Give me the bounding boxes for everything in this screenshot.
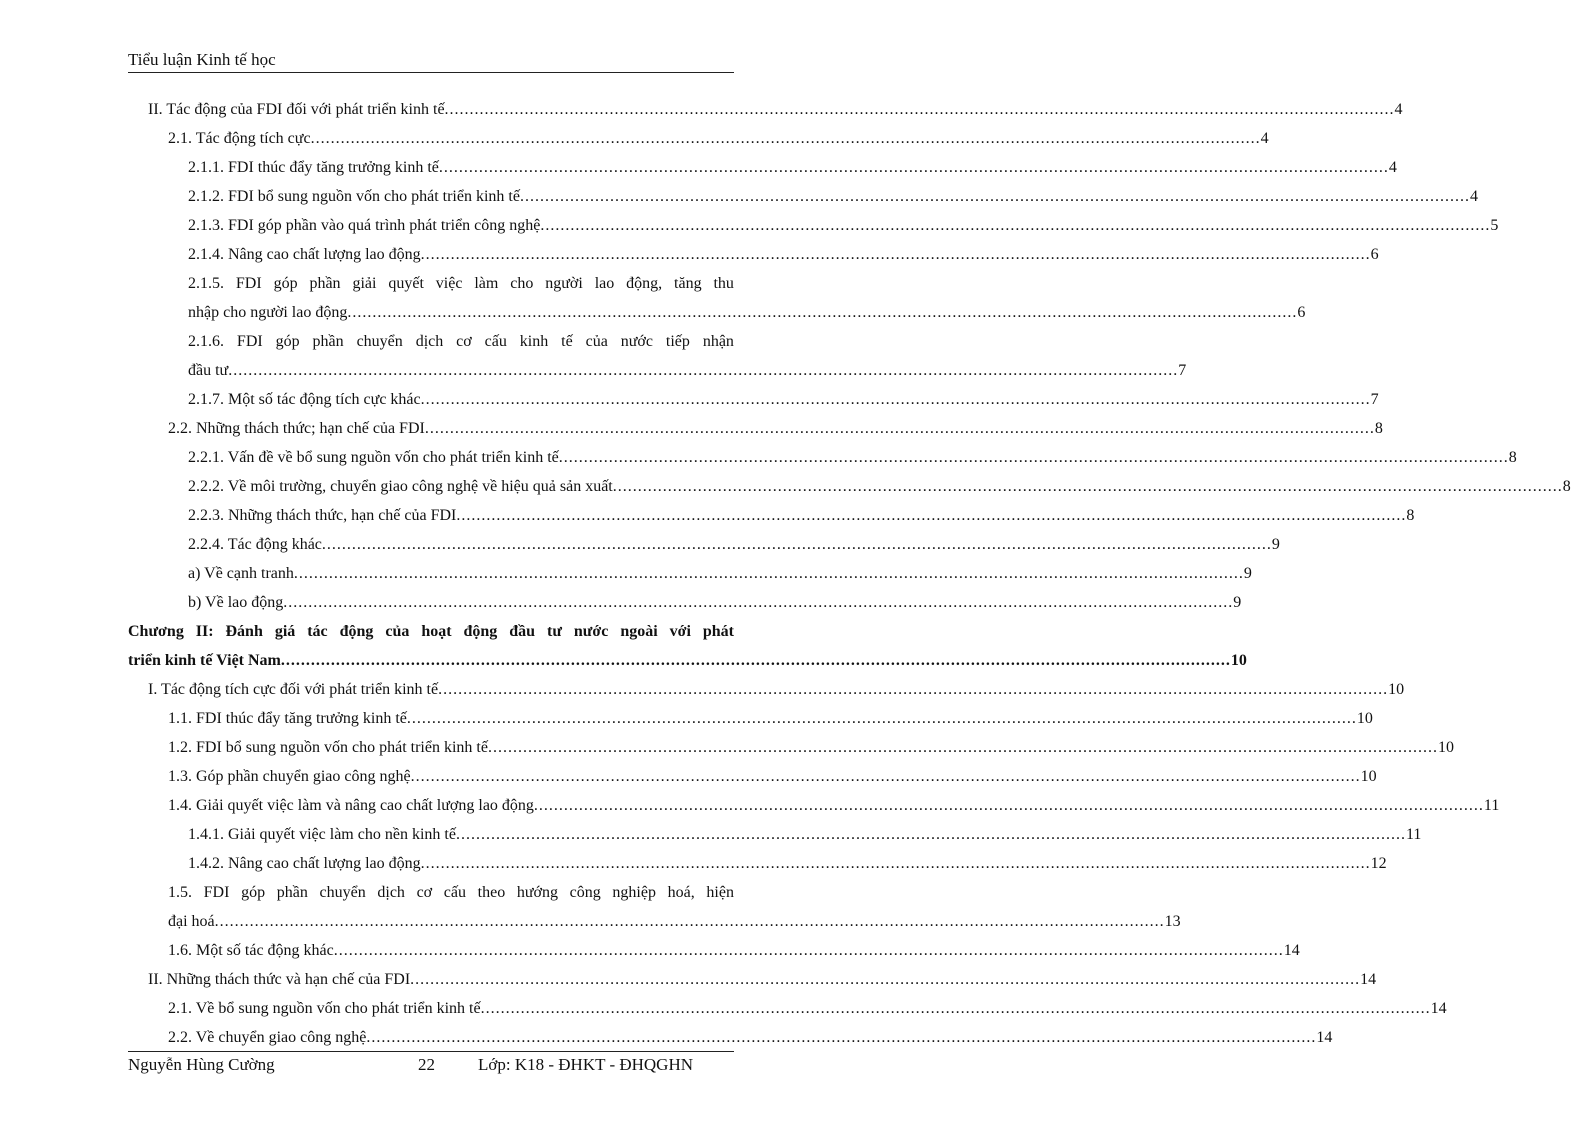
dot-leader — [334, 936, 1284, 965]
toc-entry[interactable] — [128, 182, 1478, 211]
toc-entry[interactable] — [128, 124, 1269, 153]
dot-leader — [421, 385, 1371, 414]
toc-entry-title: 2.2.1. Vấn đề về bổ sung nguồn vốn cho phát triển kinh tế — [188, 449, 559, 466]
toc-entry-title: a) Về cạnh tranh — [188, 565, 294, 582]
toc-page-number: 13 — [1164, 913, 1181, 930]
toc-entry[interactable] — [128, 356, 1187, 385]
toc-page-number: 14 — [1430, 1000, 1447, 1017]
toc-page-number: 14 — [1283, 942, 1300, 959]
toc-entry[interactable] — [128, 994, 1447, 1023]
dot-leader — [456, 820, 1406, 849]
toc-entry-title: 1.4. Giải quyết việc làm và nâng cao chất lượng lao động — [168, 797, 534, 814]
toc-entry-title: II. Những thách thức và hạn chế của FDI — [148, 971, 411, 988]
toc-entry-line: 1.5. FDI góp phần chuyển dịch cơ cấu theo hướng công nghiệp hoá, hiện — [168, 884, 734, 901]
toc-entry[interactable] — [128, 559, 1252, 588]
toc-page-number: 7 — [1178, 362, 1187, 379]
dot-leader — [520, 182, 1470, 211]
toc-page-number: 10 — [1437, 739, 1454, 756]
dot-leader — [311, 124, 1261, 153]
toc-entry[interactable] — [128, 501, 1415, 530]
dot-leader — [421, 240, 1371, 269]
toc-page-number: 10 — [1388, 681, 1405, 698]
toc-page-number: 9 — [1243, 565, 1252, 582]
toc-entry[interactable] — [128, 762, 1377, 791]
toc-entry-title: triển kinh tế Việt Nam — [128, 652, 281, 669]
toc-entry[interactable] — [128, 704, 1373, 733]
table-of-contents — [128, 95, 1571, 1052]
toc-page-number: 8 — [1374, 420, 1383, 437]
toc-entry-title: 2.2. Về chuyển giao công nghệ — [168, 1029, 367, 1046]
toc-entry-title: 1.6. Một số tác động khác — [168, 942, 334, 959]
toc-entry[interactable] — [128, 965, 1377, 994]
toc-page-number: 14 — [1360, 971, 1377, 988]
toc-entry-title: đại hoá — [168, 913, 215, 930]
toc-entry[interactable] — [128, 791, 1500, 820]
toc-page-number: 11 — [1483, 797, 1500, 814]
toc-entry-line: 2.1.6. FDI góp phần chuyển dịch cơ cấu kinh tế của nước tiếp nhận — [188, 333, 734, 350]
dot-leader — [281, 646, 1231, 675]
dot-leader — [456, 501, 1406, 530]
toc-page-number: 9 — [1271, 536, 1280, 553]
dot-leader — [283, 588, 1233, 617]
toc-entry-title: 1.3. Góp phần chuyển giao công nghệ — [168, 768, 411, 785]
toc-page-number: 12 — [1370, 855, 1387, 872]
dot-leader — [407, 704, 1357, 733]
dot-leader — [481, 994, 1431, 1023]
dot-leader — [421, 849, 1371, 878]
toc-entry[interactable] — [128, 472, 1571, 501]
toc-entry[interactable] — [128, 211, 1499, 240]
toc-entry[interactable] — [128, 153, 1397, 182]
footer-class-info: Lớp: K18 - ĐHKT - ĐHQGHN — [478, 1055, 694, 1074]
dot-leader — [347, 298, 1297, 327]
toc-entry-title: đầu tư — [188, 362, 229, 379]
toc-entry-title: 2.2.2. Về môi trường, chuyển giao công nghệ về hiệu quả sản xuất — [188, 478, 613, 495]
toc-entry[interactable] — [128, 240, 1379, 269]
toc-entry[interactable] — [128, 820, 1422, 849]
toc-entry[interactable] — [128, 907, 1181, 936]
toc-page-number: 6 — [1370, 246, 1379, 263]
toc-entry-title: I. Tác động tích cực đối với phát triển kinh tế — [148, 681, 439, 698]
dot-leader — [438, 675, 1388, 704]
toc-page-number: 7 — [1370, 391, 1379, 408]
toc-entry[interactable] — [128, 733, 1454, 762]
toc-entry-title: 2.1.7. Một số tác động tích cực khác — [188, 391, 421, 408]
dot-leader — [410, 965, 1360, 994]
header-divider — [128, 72, 734, 73]
dot-leader — [439, 153, 1389, 182]
toc-entry-line: Chương II: Đánh giá tác động của hoạt động đầu tư nước ngoài với phát — [128, 623, 734, 640]
toc-entry[interactable] — [128, 646, 1247, 675]
toc-entry-title: 1.1. FDI thúc đẩy tăng trưởng kinh tế — [168, 710, 407, 727]
toc-entry[interactable] — [128, 385, 1379, 414]
toc-entry-title: 2.1.3. FDI góp phần vào quá trình phát triển công nghệ — [188, 217, 541, 234]
toc-entry-title: 2.1.2. FDI bổ sung nguồn vốn cho phát triển kinh tế — [188, 188, 520, 205]
toc-entry-title: 2.1.1. FDI thúc đẩy tăng trưởng kinh tế — [188, 159, 439, 176]
toc-entry[interactable] — [128, 849, 1387, 878]
dot-leader — [322, 530, 1272, 559]
toc-entry-title: 1.4.2. Nâng cao chất lượng lao động — [188, 855, 421, 872]
dot-leader — [540, 211, 1490, 240]
toc-page-number: 10 — [1356, 710, 1373, 727]
toc-page-number: 4 — [1394, 101, 1403, 118]
dot-leader — [366, 1023, 1316, 1052]
dot-leader — [215, 907, 1165, 936]
dot-leader — [294, 559, 1244, 588]
toc-page-number: 11 — [1405, 826, 1422, 843]
toc-entry[interactable] — [128, 414, 1383, 443]
toc-page-number: 9 — [1233, 594, 1242, 611]
toc-page-number: 5 — [1490, 217, 1499, 234]
footer-page-number: 22 — [418, 1055, 435, 1074]
running-header: Tiểu luận Kinh tế học — [128, 50, 276, 69]
toc-page-number: 6 — [1297, 304, 1306, 321]
dot-leader — [425, 414, 1375, 443]
toc-entry-line: 2.1.5. FDI góp phần giải quyết việc làm cho người lao động, tăng thu — [188, 275, 734, 292]
toc-page-number: 14 — [1316, 1029, 1333, 1046]
toc-entry-title: nhập cho người lao động — [188, 304, 348, 321]
dot-leader — [488, 733, 1438, 762]
footer-author: Nguyễn Hùng Cường — [128, 1055, 275, 1074]
toc-page-number: 4 — [1260, 130, 1269, 147]
toc-page-number: 8 — [1562, 478, 1571, 495]
toc-entry[interactable] — [128, 1023, 1333, 1052]
toc-entry[interactable] — [128, 443, 1517, 472]
toc-page-number: 8 — [1406, 507, 1415, 524]
toc-entry[interactable] — [128, 530, 1280, 559]
toc-entry-title: II. Tác động của FDI đối với phát triển kinh tế — [148, 101, 445, 118]
toc-entry[interactable] — [128, 95, 1403, 124]
toc-entry-title: 2.2. Những thách thức; hạn chế của FDI — [168, 420, 425, 437]
dot-leader — [534, 791, 1484, 820]
dot-leader — [445, 95, 1395, 124]
toc-entry-title: 2.1. Tác động tích cực — [168, 130, 311, 147]
toc-entry[interactable] — [128, 588, 1242, 617]
dot-leader — [411, 762, 1361, 791]
toc-entry[interactable] — [128, 936, 1300, 965]
toc-entry-title: 2.1.4. Nâng cao chất lượng lao động — [188, 246, 421, 263]
toc-entry-title: 2.2.4. Tác động khác — [188, 536, 322, 553]
dot-leader — [559, 443, 1509, 472]
footer-divider — [128, 1051, 734, 1052]
toc-page-number: 8 — [1508, 449, 1517, 466]
dot-leader — [613, 472, 1563, 501]
toc-entry-title: 2.1. Về bổ sung nguồn vốn cho phát triển kinh tế — [168, 1000, 481, 1017]
toc-entry-title: 1.4.1. Giải quyết việc làm cho nền kinh tế — [188, 826, 456, 843]
toc-page-number: 4 — [1469, 188, 1478, 205]
toc-entry-title: 2.2.3. Những thách thức, hạn chế của FDI — [188, 507, 457, 524]
toc-page-number: 4 — [1388, 159, 1397, 176]
toc-entry[interactable] — [128, 298, 1306, 327]
dot-leader — [228, 356, 1178, 385]
toc-page-number: 10 — [1230, 652, 1247, 669]
toc-page-number: 10 — [1360, 768, 1377, 785]
toc-entry-title: 1.2. FDI bổ sung nguồn vốn cho phát triển kinh tế — [168, 739, 488, 756]
toc-entry-title: b) Về lao động — [188, 594, 284, 611]
toc-entry[interactable] — [128, 675, 1405, 704]
